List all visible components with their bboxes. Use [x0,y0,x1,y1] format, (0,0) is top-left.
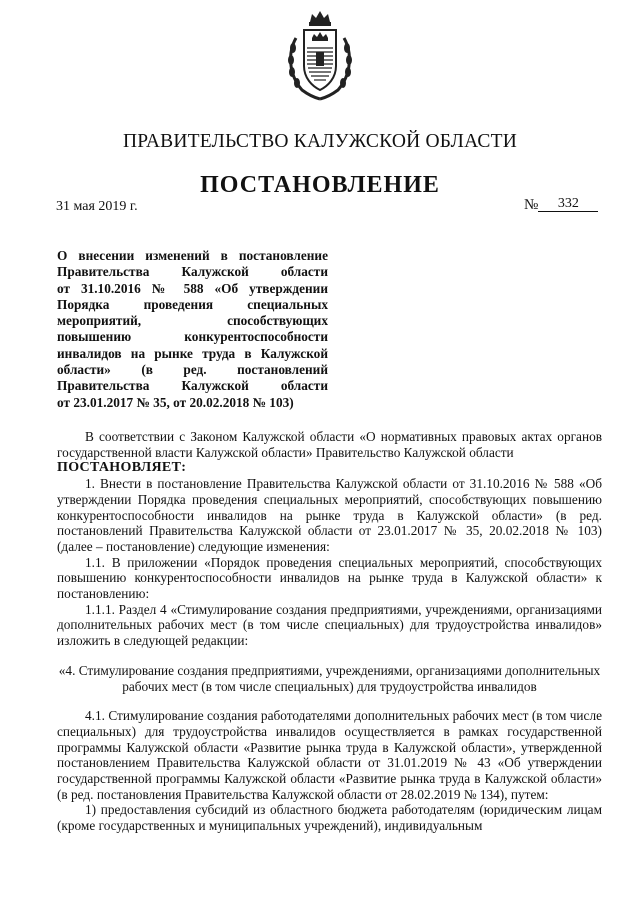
paragraph-1: 1. Внести в постановление Правительства Калужской области от 31.10.2016 № 588 «Об утверждении Порядка проведения специальных мероприятий, способствующих повышению конкурентоспособности инвалидов на рынке труда в Калужской области» (в ред. постановлений Правительства Калужской области от 23.01.2017 № 35, 20.02.2018 № 103) (далее – постановление) следующие изменения: [57,476,602,554]
number-value: 332 [538,197,598,212]
paragraph-1-1-1: 1.1.1. Раздел 4 «Стимулирование создания предприятиями, учреждениями, организациями дополнительных рабочих мест (в том числе специальных) для трудоустройства инвалидов» изложить в следующей редакции: [57,601,602,649]
document-number [524,197,598,214]
document-subject [57,248,328,411]
number-label: № [524,197,539,213]
subject-line: мероприятий, способствующих [57,313,328,329]
document-body [57,429,602,834]
subject-line: Правительства Калужской области [57,378,328,394]
subject-line: области» (в ред. постановлений [57,362,328,378]
subject-line: повышению конкурентоспособности [57,329,328,345]
document-date: 31 мая 2019 г. [56,199,138,214]
document-type-title: ПОСТАНОВЛЕНИЕ [200,172,440,198]
organization-title: ПРАВИТЕЛЬСТВО КАЛУЖСКОЙ ОБЛАСТИ [123,131,517,152]
coat-of-arms-icon [282,8,358,102]
section-4-heading: «4. Стимулирование создания предприятиями, учреждениями, организациями дополнительных рабочих мест (в том числе специальных) для трудоустройства инвалидов [58,662,601,694]
subject-line: Порядка проведения специальных [57,296,328,312]
subject-line: от 23.01.2017 № 35, от 20.02.2018 № 103) [57,394,294,410]
paragraph-1-1: 1.1. В приложении «Порядок проведения специальных мероприятий, способствующих повышению конкурентоспособности инвалидов на рынке труда в Калужской области» к постановлению: [57,554,602,602]
subject-line: инвалидов на рынке труда в Калужской [57,345,328,361]
subject-line: О внесении изменений в постановление [57,248,328,263]
paragraph-4-1: 4.1. Стимулирование создания работодателями дополнительных рабочих мест (в том числе специальных) для трудоустройства инвалидов осуществляется в рамках государственной программы Калужской области «Развитие рынка труда в Калужской области», утвержденной постановлением Правительства Калужской области от 31.01.2019 № 43 «Об утверждении государственной программы Калужской области «Развитие рынка труда в Калужской области» (в ред. постановления Правительства Калужской области от 28.02.2019 № 134), путем: [57,708,602,802]
intro-paragraph: В соответствии с Законом Калужской области «О нормативных правовых актах органов государственной власти Калужской области» Правительство Калужской области [57,429,602,460]
paragraph-4-1-item-1: 1) предоставления субсидий из областного бюджета работодателям (юридическим лицам (кроме государственных и муниципальных учреждений), индивидуальным [57,802,602,834]
resolves-heading: ПОСТАНОВЛЯЕТ: [57,460,187,476]
subject-line: Правительства Калужской области [57,264,328,280]
subject-line: от 31.10.2016 № 588 «Об утверждении [57,280,328,296]
